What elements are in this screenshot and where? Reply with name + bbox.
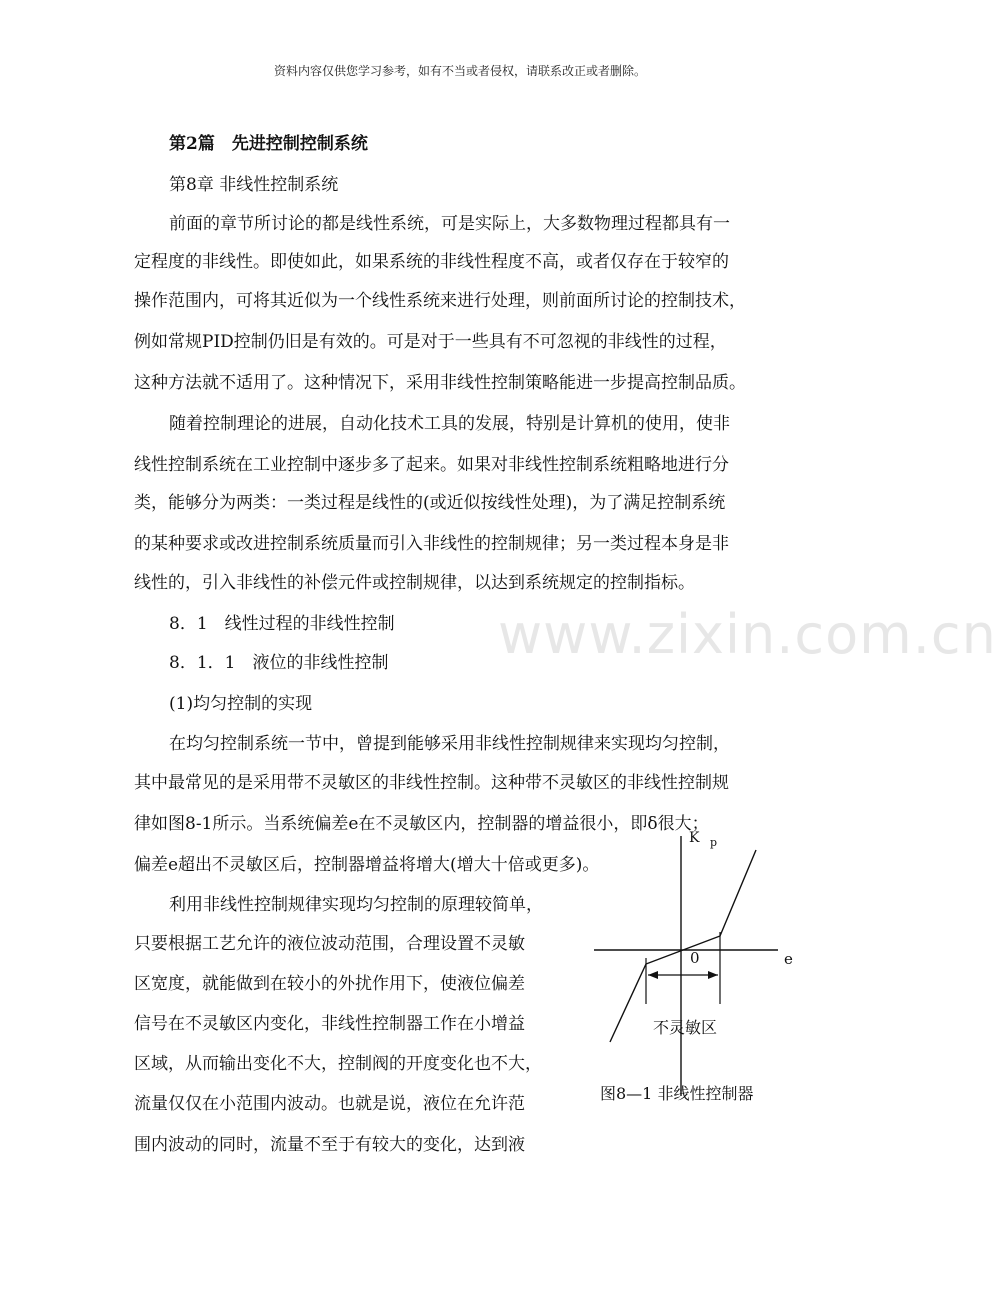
paragraph-line: 利用非线性控制规律实现均匀控制的原理较简单，: [169, 895, 543, 915]
paragraph-line: 信号在不灵敏区内变化，非线性控制器工作在小增益: [134, 1014, 525, 1034]
paragraph-line: 只要根据工艺允许的液位波动范围，合理设置不灵敏: [134, 934, 525, 954]
paragraph-line: 区宽度，就能做到在较小的外扰作用下，使液位偏差: [134, 974, 525, 994]
characteristic-curve: [610, 850, 756, 1042]
chapter-title: 第8章 非线性控制系统: [169, 175, 339, 195]
paragraph-line: 偏差e超出不灵敏区后，控制器增益将增大(增大十倍或更多)。: [134, 855, 600, 875]
x-axis-label: e: [784, 950, 793, 968]
paragraph-line: 律如图8-1所示。当系统偏差e在不灵敏区内，控制器的增益很小，即δ很大；: [134, 814, 709, 834]
figure-caption: 图8—1 非线性控制器: [600, 1084, 754, 1103]
y-axis-label-subscript: p: [710, 836, 718, 849]
nonlinear-controller-diagram: [586, 818, 816, 1108]
paragraph-line: 定程度的非线性。即使如此，如果系统的非线性程度不高，或者仅存在于较窄的: [134, 252, 729, 272]
paragraph-line: 线性的，引入非线性的补偿元件或控制规律，以达到系统规定的控制指标。: [134, 573, 695, 593]
part-title: 第2篇 先进控制控制系统: [169, 134, 368, 154]
paragraph-line: 其中最常见的是采用带不灵敏区的非线性控制。这种带不灵敏区的非线性控制规: [134, 773, 729, 793]
paragraph-line: 随着控制理论的进展，自动化技术工具的发展，特别是计算机的使用，使非: [169, 414, 730, 434]
origin-label: 0: [690, 949, 700, 967]
watermark: www.zixin.com.cn: [498, 603, 997, 666]
paragraph-line: 围内波动的同时，流量不至于有较大的变化，达到液: [134, 1135, 525, 1155]
paragraph-line: 操作范围内，可将其近似为一个线性系统来进行处理，则前面所讨论的控制技术，: [134, 291, 746, 311]
paragraph-line: 区域，从而输出变化不大，控制阀的开度变化也不大，: [134, 1054, 542, 1074]
subsubsection-heading: (1)均匀控制的实现: [169, 694, 313, 714]
dead-zone-label: 不灵敏区: [653, 1018, 718, 1037]
paragraph-line: 流量仅仅在小范围内波动。也就是说，液位在允许范: [134, 1094, 525, 1114]
arrowhead-left-icon: [648, 971, 658, 979]
paragraph-line: 的某种要求或改进控制系统质量而引入非线性的控制规律；另一类过程本身是非: [134, 534, 729, 554]
paragraph-line: 线性控制系统在工业控制中逐步多了起来。如果对非线性控制系统粗略地进行分: [134, 455, 729, 475]
section-heading: 8．1 线性过程的非线性控制: [169, 614, 395, 634]
paragraph-line: 例如常规PID控制仍旧是有效的。可是对于一些具有不可忽视的非线性的过程，: [134, 332, 727, 352]
page-header-notice: 资料内容仅供您学习参考，如有不当或者侵权，请联系改正或者删除。: [273, 64, 646, 78]
paragraph-line: 这种方法就不适用了。这种情况下，采用非线性控制策略能进一步提高控制品质。: [134, 373, 746, 393]
arrowhead-right-icon: [708, 971, 718, 979]
subsection-heading: 8．1．1 液位的非线性控制: [169, 653, 389, 673]
y-axis-label: K: [689, 830, 700, 846]
paragraph-line: 前面的章节所讨论的都是线性系统，可是实际上，大多数物理过程都具有一: [169, 214, 730, 234]
paragraph-line: 在均匀控制系统一节中，曾提到能够采用非线性控制规律来实现均匀控制，: [169, 734, 730, 754]
paragraph-line: 类，能够分为两类：一类过程是线性的(或近似按线性处理)，为了满足控制系统: [134, 493, 726, 513]
